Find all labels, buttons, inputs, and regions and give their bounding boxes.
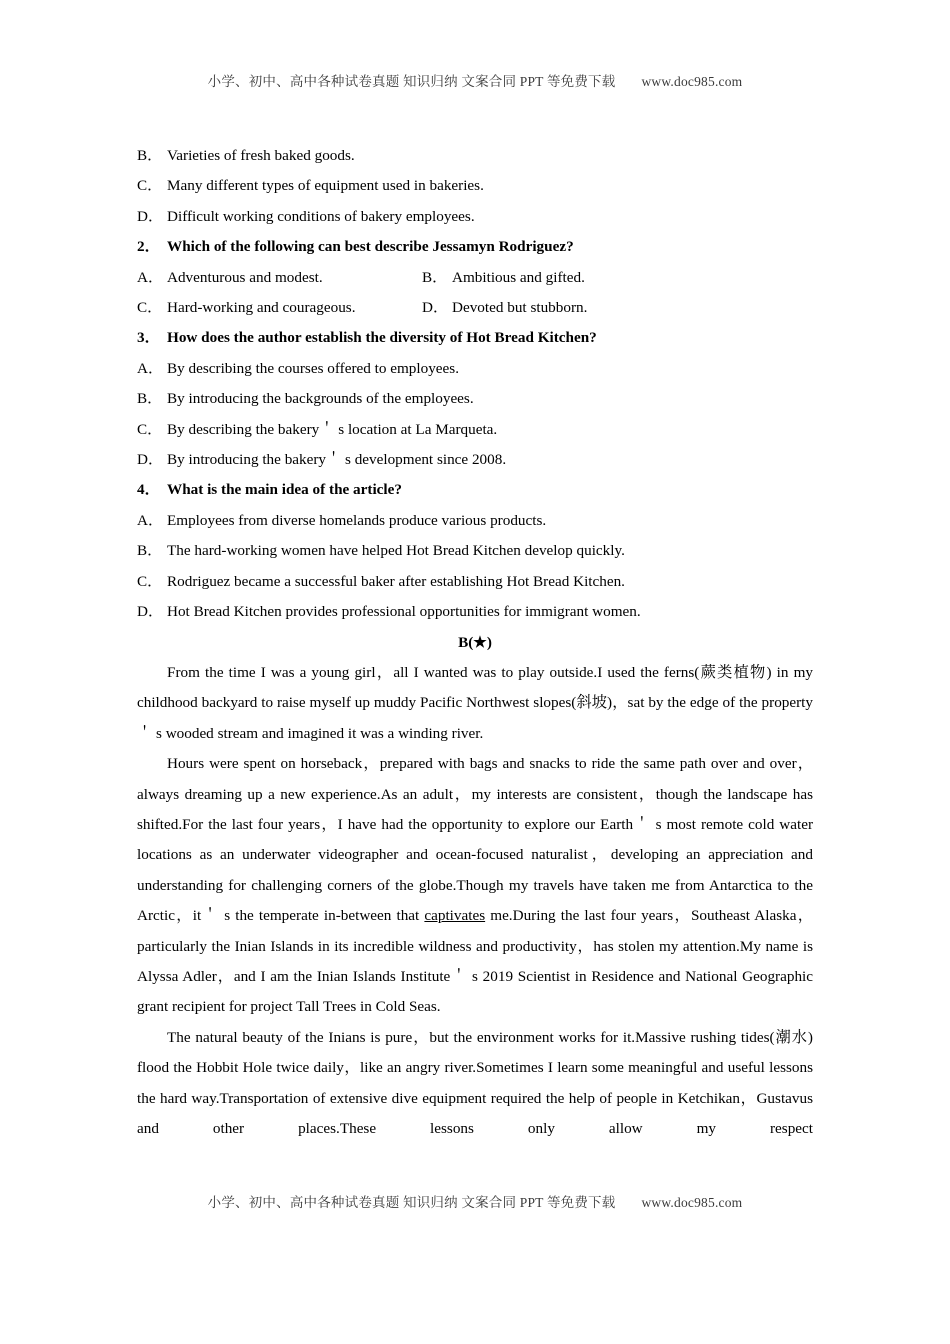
running-header-text: 小学、初中、高中各种试卷真题 知识归纳 文案合同 PPT 等免费下载 [207, 74, 616, 89]
question-number: 3． [137, 329, 160, 347]
option-row [137, 506, 813, 536]
question-stem [137, 323, 813, 353]
running-footer [0, 1191, 950, 1211]
option-row [137, 536, 813, 566]
option-letter: D． [137, 603, 164, 621]
option-row [137, 567, 813, 597]
option-letter: B． [422, 268, 448, 286]
option-row [137, 263, 813, 293]
option-text: Varieties of fresh baked goods. [167, 147, 355, 164]
passage-paragraph [137, 749, 813, 1023]
question-text: How does the author establish the diversity of Hot Bread Kitchen? [167, 329, 597, 347]
option-text: Difficult working conditions of bakery employees. [167, 207, 475, 225]
option-row [137, 141, 813, 171]
option-letter: A． [137, 359, 164, 377]
paragraph-text-post: me.During the last four years，Southeast Alaska，particularly the Inian Islands in its incredible wildness and productivity，has stolen my attention.My name is Alyssa Adler，and I am the Inian Islands Institute＇ s 2019 Scientist in Residence and National Geographic grant recipient for project Tall Trees in Cold Seas. [137, 907, 813, 1016]
option-cell [422, 263, 585, 293]
option-row [137, 171, 813, 201]
paragraph-text-pre: Hours were spent on horseback，prepared with bags and snacks to ride the same path over and over，always dreaming up a new experience.As an adult，my interests are consistent，though the landscape has shifted.For the last four years，I have had the opportunity to explore our Earth＇ s most remote cold water locations as an underwater videographer and ocean-focused naturalist，developing an appreciation and understanding for challenging corners of the globe.Though my travels have taken me from Antarctica to the Arctic，it＇ s the temperate in-between that [137, 755, 813, 925]
option-row [137, 384, 813, 414]
option-letter: B． [137, 147, 163, 164]
document-body [137, 141, 813, 1144]
option-letter: D． [137, 451, 164, 469]
option-letter: C． [137, 299, 163, 317]
option-text: Ambitious and gifted. [452, 268, 585, 286]
option-cell [422, 293, 587, 323]
option-text: Hard-working and courageous. [167, 299, 356, 317]
running-header-site: www.doc985.com [641, 74, 743, 89]
option-text: By introducing the bakery＇ s development since 2008. [167, 451, 507, 469]
option-text: Hot Bread Kitchen provides professional opportunities for immigrant women. [167, 603, 641, 621]
option-text: Adventurous and modest. [167, 268, 323, 286]
running-footer-text: 小学、初中、高中各种试卷真题 知识归纳 文案合同 PPT 等免费下载 [207, 1195, 616, 1210]
option-letter: B． [137, 542, 163, 560]
option-letter: A． [137, 511, 164, 529]
underlined-word: captivates [424, 907, 486, 925]
option-text: By introducing the backgrounds of the employees. [167, 390, 474, 408]
option-text: The hard-working women have helped Hot Bread Kitchen develop quickly. [167, 542, 625, 560]
question-stem [137, 232, 813, 262]
section-label-b: B(★) [458, 633, 492, 651]
question-number: 4． [137, 481, 160, 499]
question-number: 2． [137, 238, 160, 256]
option-letter: D． [137, 207, 164, 225]
option-text: Employees from diverse homelands produce various products. [167, 511, 547, 529]
option-text: By describing the courses offered to employees. [167, 359, 459, 377]
question-text: Which of the following can best describe Jessamyn Rodriguez? [167, 238, 574, 256]
option-row [137, 415, 813, 445]
option-row [137, 597, 813, 627]
running-footer-site: www.doc985.com [641, 1195, 743, 1210]
option-row [137, 354, 813, 384]
running-header [0, 70, 950, 90]
option-letter: D． [422, 299, 449, 317]
option-row [137, 293, 813, 323]
option-letter: C． [137, 420, 163, 438]
option-text: Rodriguez became a successful baker after establishing Hot Bread Kitchen. [167, 572, 625, 590]
option-cell [137, 293, 422, 323]
question-text: What is the main idea of the article? [167, 481, 402, 499]
option-letter: B． [137, 390, 163, 408]
question-stem [137, 475, 813, 505]
option-cell [137, 263, 422, 293]
option-text: Devoted but stubborn. [452, 299, 588, 317]
option-letter: C． [137, 177, 163, 195]
passage-paragraph: From the time I was a young girl，all I wanted was to play outside.I used the ferns(蕨类植物) in my childhood backyard to raise myself up muddy Pacific Northwest slopes(斜坡)，sat by the edge of the property＇ s wooded stream and imagined it was a winding river. [137, 663, 813, 742]
option-row [137, 202, 813, 232]
passage-paragraph: The natural beauty of the Inians is pure，but the environment works for it.Massive rushing tides(潮水) flood the Hobbit Hole twice daily，like an angry river.Sometimes I learn some meaningful and useful lessons the hard way.Transportation of extensive dive equipment required the help of people in Ketchikan，Gustavus and other places.These lessons only allow my respect [137, 1028, 813, 1137]
option-letter: A． [137, 268, 164, 286]
option-text: By describing the bakery＇ s location at La Marqueta. [167, 420, 498, 438]
option-letter: C． [137, 572, 163, 590]
option-row [137, 445, 813, 475]
option-text: Many different types of equipment used in bakeries. [167, 177, 484, 195]
